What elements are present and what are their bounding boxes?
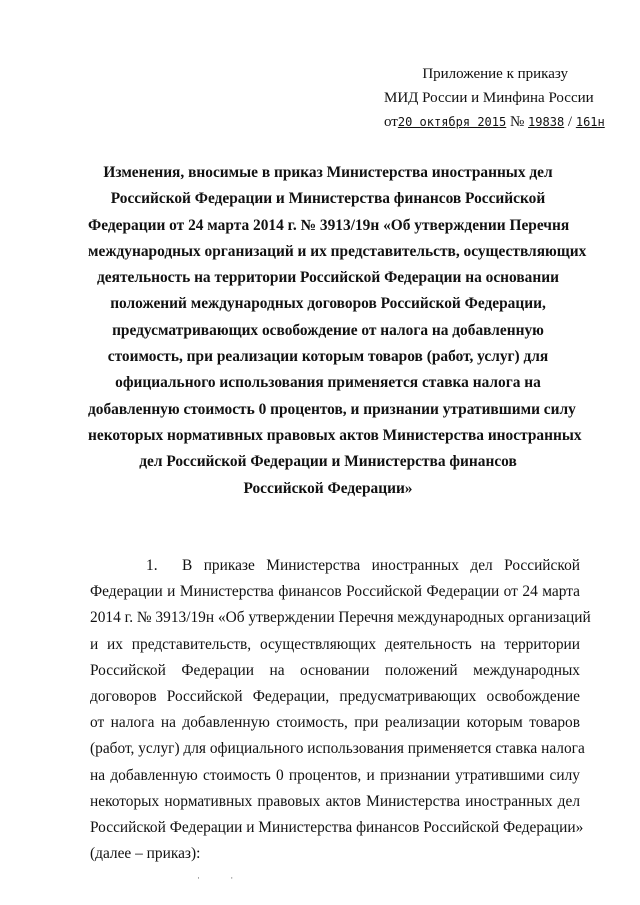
paragraph-line: некоторых нормативных правовых актов Министерства иностранных дел: [90, 792, 580, 810]
paragraph-line: (работ, услуг) для официального использования применяется ставка налога: [90, 740, 585, 758]
order-date: 20 октября 2015: [397, 115, 507, 129]
paragraph-line: и их представительств, осуществляющих деятельность на территории: [90, 635, 580, 653]
order-number-minfin: 161н: [575, 115, 605, 129]
title-line: Изменения, вносимые в приказ Министерства иностранных дел: [103, 164, 553, 181]
title-line: предусматривающих освобождение от налога на добавленную: [112, 321, 544, 339]
title-line: дел Российской Федерации и Министерства финансов: [139, 453, 517, 471]
title-line: стоимость, при реализации которым товаров (работ, услуг) для: [107, 348, 549, 366]
title-line: некоторых нормативных правовых актов Министерства иностранных: [88, 426, 582, 444]
paragraph-line: от налога на добавленную стоимость, при реализации которым товаров: [90, 714, 580, 732]
paragraph-line: [90, 553, 580, 579]
appendix-line-1: Приложение к приказу: [422, 66, 568, 82]
paragraph-line: 2014 г. № 3913/19н «Об утверждении Перечня международных организаций: [90, 609, 591, 627]
title-line: деятельность на территории Российской Федерации на основании: [97, 269, 559, 287]
appendix-line-2: МИД России и Минфина России: [384, 90, 594, 106]
title-line: официального использования применяется ставка налога на: [115, 374, 541, 392]
scan-specks: · ·: [197, 873, 248, 883]
number-slash: /: [567, 114, 573, 130]
title-line: Российской Федерации и Министерства финансов Российской: [110, 190, 546, 208]
paragraph-item-1: [90, 553, 591, 867]
paragraph-line: Российской Федерации и Министерства финансов Российской Федерации»: [90, 819, 584, 837]
title-line: положений международных договоров Российской Федерации,: [110, 295, 546, 313]
title-line: Российской Федерации»: [243, 479, 413, 497]
paragraph-line: договоров Российской Федерации, предусматривающих освобождение: [90, 688, 580, 706]
title-line: Федерации от 24 марта 2014 г. № 3913/19н «Об утверждении Перечня: [88, 216, 570, 234]
paragraph-line-text: В приказе Министерства иностранных дел Российской: [182, 557, 580, 574]
document-title: [88, 160, 587, 502]
paragraph-line: Российской Федерации на основании положений международных: [90, 661, 580, 679]
order-number-mfa: 19838: [528, 115, 565, 129]
appendix-header: [384, 62, 605, 134]
title-line: международных организаций и их представительств, осуществляющих: [88, 242, 587, 260]
paragraph-line: на добавленную стоимость 0 процентов, и признании утратившими силу: [90, 766, 580, 784]
date-prefix: от: [384, 114, 398, 130]
title-line: добавленную стоимость 0 процентов, и признании утратившими силу: [88, 400, 576, 418]
number-sign: №: [509, 114, 525, 130]
item-number: 1.: [146, 557, 158, 574]
appendix-date-number: [384, 110, 605, 134]
paragraph-line: (далее – приказ):: [90, 845, 201, 863]
paragraph-line: Федерации и Министерства финансов Российской Федерации от 24 марта: [90, 583, 580, 601]
